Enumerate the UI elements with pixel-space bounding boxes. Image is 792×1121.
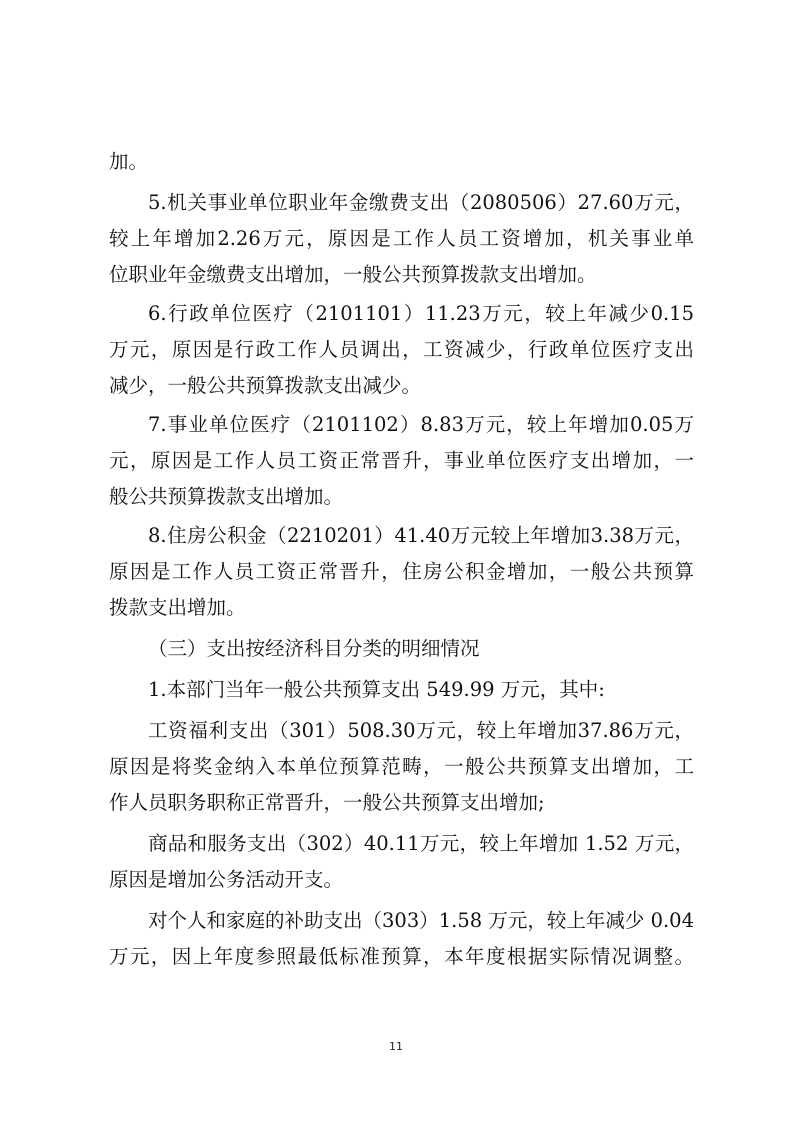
text-line: 减少，一般公共预算拨款支出减少。: [109, 374, 422, 397]
text-line: 1.本部门当年一般公共预算支出 549.99 万元，其中:: [148, 678, 605, 701]
text-line: 作人员职务职称正常晋升，一般公共预算支出增加;: [109, 791, 545, 814]
text-line: 8.住房公积金（2210201）41.40万元较上年增加3.38万元，: [148, 524, 694, 547]
text-line: 元，原因是工作人员工资正常晋升，事业单位医疗支出增加，一: [109, 449, 694, 472]
text-line: 7.事业单位医疗（2101102）8.83万元，较上年增加0.05万: [148, 413, 694, 436]
text-line: 加。: [109, 150, 149, 173]
text-line: 对个人和家庭的补助支出（303）1.58 万元，较上年减少 0.04: [148, 909, 694, 932]
text-line: 5.机关事业单位职业年金缴费支出（2080506）27.60万元，: [148, 191, 694, 214]
text-line: 原因是将奖金纳入本单位预算范畴，一般公共预算支出增加，工: [109, 755, 694, 778]
section-heading: （三）支出按经济科目分类的明细情况: [148, 637, 480, 660]
page-number: 11: [389, 1040, 403, 1053]
text-line: 万元，因上年度参照最低标准预算，本年度根据实际情况调整。: [109, 945, 694, 968]
text-line: 般公共预算拨款支出增加。: [109, 485, 344, 508]
text-line: 原因是工作人员工资正常晋升，住房公积金增加，一般公共预算: [109, 560, 694, 583]
text-line: 原因是增加公务活动开支。: [109, 868, 344, 891]
text-line: 工资福利支出（301）508.30万元，较上年增加37.86万元，: [148, 719, 694, 742]
text-line: 较上年增加2.26万元，原因是工作人员工资增加，机关事业单: [109, 227, 694, 250]
text-line: 万元，原因是行政工作人员调出，工资减少，行政单位医疗支出: [109, 338, 694, 361]
text-line: 商品和服务支出（302）40.11万元，较上年增加 1.52 万元，: [148, 832, 694, 855]
text-line: 拨款支出增加。: [109, 596, 246, 619]
text-line: 位职业年金缴费支出增加，一般公共预算拨款支出增加。: [109, 263, 597, 286]
text-line: 6.行政单位医疗（2101101）11.23万元，较上年减少0.15: [148, 302, 694, 325]
